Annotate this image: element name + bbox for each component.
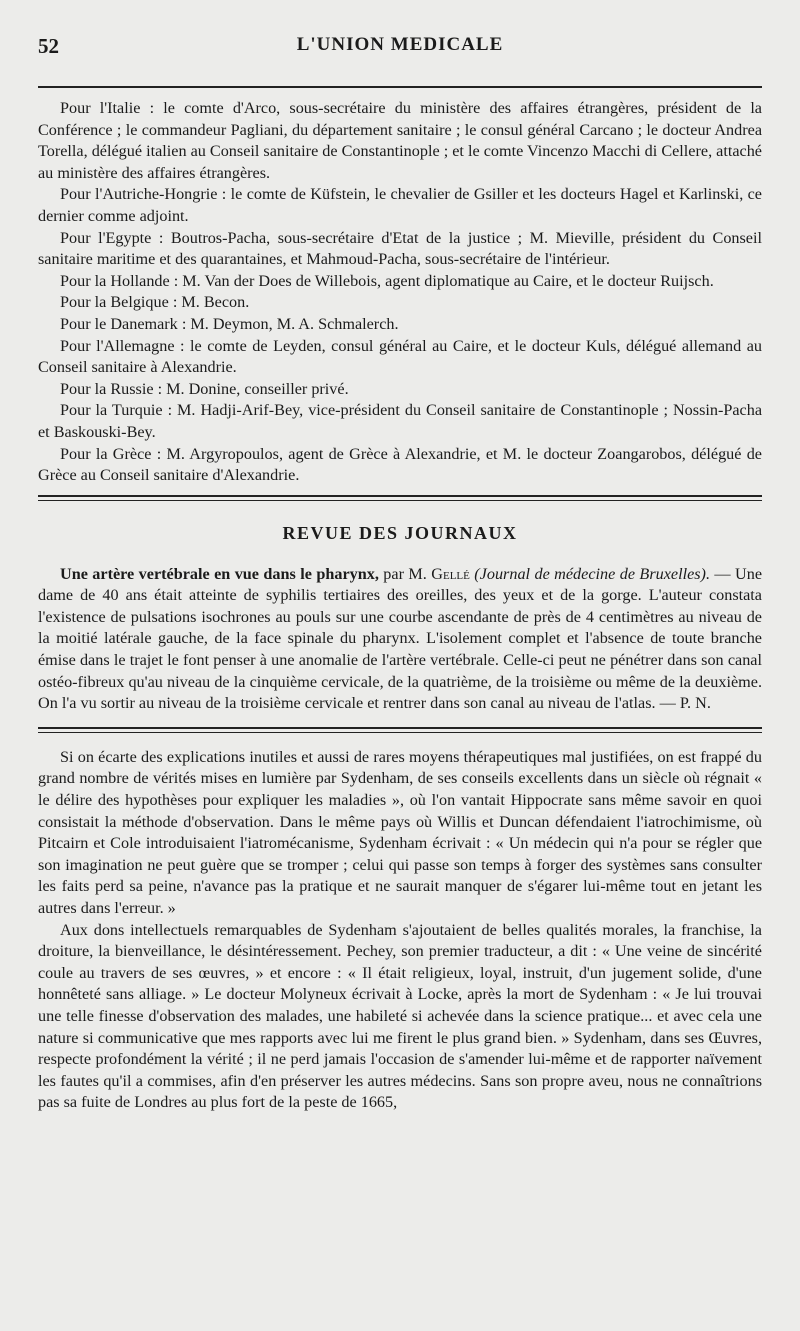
article-by: par M. [378, 564, 432, 583]
journal-reference: (Journal de médecine de Bruxelles). [474, 564, 710, 583]
delegate-paragraph: Pour la Belgique : M. Becon. [60, 293, 250, 312]
delegate-paragraph: Pour l'Autriche-Hongrie : le comte de Küfstein, le chevalier de Gsiller et les docteurs Hagel et Karlinski, ce dernier comme adjoint. [38, 185, 762, 225]
delegate-paragraph: Pour la Hollande : M. Van der Does de Willebois, agent diplomatique au Caire, et le docteur Ruijsch. [60, 271, 714, 290]
delegate-paragraph: Pour la Grèce : M. Argyropoulos, agent de Grèce à Alexandrie, et M. le docteur Zoangarobos, délégué de Grèce au Conseil sanitaire d'Alexandrie. [38, 444, 762, 485]
delegate-paragraph: Pour le Danemark : M. Deymon, M. A. Schmalerch. [60, 314, 399, 333]
delegate-paragraph: Pour l'Allemagne : le comte de Leyden, consul général au Caire, et le docteur Kuls, délégué allemand au Conseil sanitaire à Alexandrie. [38, 336, 762, 377]
page-header [38, 30, 762, 62]
sydenham-essay [38, 747, 762, 1114]
delegate-paragraph: Pour l'Italie : le comte d'Arco, sous-secrétaire du ministère des affaires étrangères, président de la Conférence ; le commandeur Pagliani, du département sanitaire ; le consul général Carcano ; le docteur Andrea Torella, délégué italien au Conseil sanitaire de Constantinople ; et le comte Vincenzo Macchi di Cellere, attaché au ministère des affaires étrangères. [38, 99, 762, 182]
page-number: 52 [38, 34, 59, 58]
section-title: REVUE DES JOURNAUX [282, 522, 518, 543]
delegate-paragraph: Pour l'Egypte : Boutros-Pacha, sous-secrétaire d'Etat de la justice ; M. Mieville, président du Conseil sanitaire maritime et des quarantaines, et Mahmoud-Pacha, sous-secrétaire de l'intérieur. [38, 228, 762, 269]
article-body: — Une dame de 40 ans était atteinte de syphilis tertiaires des oreilles, des yeux et de la gorge. L'auteur constata l'existence de pulsations isochrones au pouls sur une courbe ascendante de près de 4 centimètres au niveau de la moitié latérale gauche, de la face spinale du pharynx. L'isolement complet et l'absence de toute branche émise dans le trajet le font penser à une anomalie de l'artère vertébrale. Celle-ci peut ne pénétrer dans son canal ostéo-fibreux qu'au niveau de la cinquième cervicale, de la quatrième, de la troisième ou même de la deuxième. On l'a vu sortir au niveau de la troisième cervicale et rentrer dans son canal au niveau de l'atlas. — P. N. [38, 564, 763, 713]
delegate-paragraph: Pour la Russie : M. Donine, conseiller privé. [60, 379, 349, 398]
section-divider [38, 495, 762, 501]
section-divider [38, 727, 762, 733]
journal-title: L'UNION MEDICALE [296, 34, 504, 55]
header-rule [38, 86, 762, 88]
review-article [38, 564, 762, 715]
delegates-list [38, 98, 762, 487]
delegate-paragraph: Pour la Turquie : M. Hadji-Arif-Bey, vice-président du Conseil sanitaire de Constantinople ; Nossin-Pacha et Baskouski-Bey. [38, 401, 762, 441]
article-title: Une artère vertébrale en vue dans le pharynx, [60, 564, 379, 583]
essay-paragraph: Si on écarte des explications inutiles et aussi de rares moyens thérapeutiques mal justifiées, on est frappé du grand nombre de vérités mises en lumière par Sydenham, de ses conseils excellents dans un siècle où régnait « le délire des hypothèses pour expliquer les maladies », où l'on vantait Hippocrate sans même savoir en quoi consistait la méthode d'observation. Dans le même pays où Willis et Duncan défendaient l'iatrochimisme, où Pitcairn et Cole introduisaient l'iatromécanisme, Sydenham écrivait : « Un médecin qui n'a pour se régler que son imagination ne peut guère que se tromper ; celui qui passe son temps à forger des systèmes sans consulter les faits perd sa peine, n'avance pas la pratique et ne saurait manquer de s'égarer lui-même tout en jetant les autres dans l'erreur. » [38, 747, 762, 917]
essay-paragraph: Aux dons intellectuels remarquables de Sydenham s'ajoutaient de belles qualités morales, la franchise, la droiture, la bienveillance, le désintéressement. Pechey, son premier traducteur, a dit : « Une veine de sincérité coule au travers de ses œuvres, » et encore : « Il était religieux, loyal, instruit, d'un jugement solide, d'une honnêteté sans alliage. » Le docteur Molyneux écrivait à Locke, après la mort de Sydenham : « Je lui trouvai une telle finesse d'observation des malades, une habileté si achevée dans la science pratique... et avec cela une nature si communicative que mes rapports avec lui me firent le plus grand bien. » Sydenham, dans ses Œuvres, respecte profondément la vérité ; il ne perd jamais l'occasion de s'amender lui-même et de rapporter naïvement les fautes qu'il a commises, afin d'en préserver les autres médecins. Sans son propre aveu, nous ne connaîtrions pas sa fuite de Londres au plus fort de la peste de 1665, [38, 920, 762, 1112]
article-author: Gellé [431, 564, 470, 583]
